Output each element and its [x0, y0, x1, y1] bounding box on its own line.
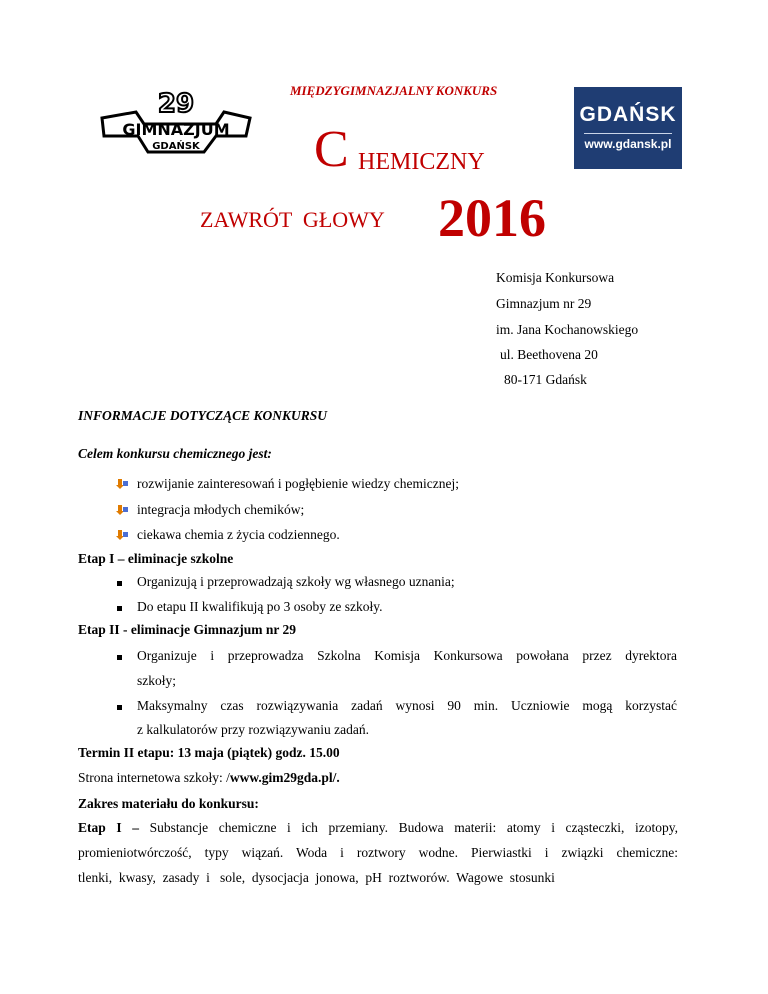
logo-text: GIMNAZJUM	[122, 120, 230, 139]
scope-label: Etap I –	[78, 820, 150, 835]
goal-bullet-icon	[116, 477, 128, 495]
contest-top-line: MIĘDZYGIMNAZJALNY KONKURS	[290, 83, 498, 98]
stage2-item1-line1: Organizuje i przeprowadza Szkolna Komisja Konkursowa powołana przez dyrektora	[137, 648, 677, 663]
scope-heading: Zakres materiału do konkursu:	[78, 796, 259, 811]
title-initial: C	[314, 121, 349, 178]
stage1-item: Do etapu II kwalifikują po 3 osoby ze szkoły.	[137, 599, 383, 614]
gdansk-logo	[574, 87, 682, 169]
scope-line1	[78, 820, 678, 836]
address-line: Gimnazjum nr 29	[496, 296, 592, 311]
address-line: im. Jana Kochanowskiego	[496, 322, 639, 337]
square-bullet-icon	[117, 581, 122, 586]
goal-item: integracja młodych chemików;	[137, 502, 305, 517]
contest-subtitle: ZAWRÓT GŁOWY	[200, 207, 385, 232]
website-prefix: Strona internetowa szkoły: /	[78, 770, 230, 785]
stage2-item2-line2: z kalkulatorów przy rozwiązywaniu zadań.	[137, 722, 370, 737]
website-line	[78, 770, 340, 786]
gdansk-logo-url: www.gdansk.pl	[584, 137, 672, 151]
square-bullet-icon	[117, 606, 122, 611]
scope-line2: promieniotwórczość, typy wiązań. Woda i roztwory wodne. Pierwiastki i związki chemiczne:	[78, 845, 678, 860]
website-link[interactable]: www.gim29gda.pl/.	[229, 770, 340, 785]
logo-city: GDAŃSK	[152, 141, 200, 152]
stage1-item: Organizują i przeprowadzają szkoły wg własnego uznania;	[137, 574, 455, 589]
address-line: Komisja Konkursowa	[496, 270, 615, 285]
title-rest: HEMICZNY	[358, 149, 485, 175]
square-bullet-icon	[117, 655, 122, 660]
scope-text: Substancje chemiczne i ich przemiany. Budowa materii: atomy i cząsteczki, izotopy,	[149, 820, 679, 835]
goal-bullet-icon	[116, 528, 128, 546]
address-line: 80-171 Gdańsk	[504, 372, 587, 387]
gdansk-logo-divider	[584, 133, 672, 134]
goal-item: ciekawa chemia z życia codziennego.	[137, 527, 340, 542]
term-text: Termin II etapu: 13 maja (piątek) godz. 15.00	[78, 745, 340, 760]
info-heading: INFORMACJE DOTYCZĄCE KONKURSU	[78, 408, 328, 423]
gimnazjum-29-logo	[96, 90, 256, 160]
scope-line3: tlenki, kwasy, zasady i sole, dysocjacja jonowa, pH roztworów. Wagowe stosunki	[78, 870, 555, 885]
square-bullet-icon	[117, 705, 122, 710]
contest-year: 2016	[438, 188, 546, 248]
stage1-heading: Etap I – eliminacje szkolne	[78, 551, 234, 566]
gdansk-logo-title: GDAŃSK	[579, 103, 677, 126]
stage2-heading: Etap II - eliminacje Gimnazjum nr 29	[78, 622, 296, 637]
address-line: ul. Beethovena 20	[500, 347, 598, 362]
logo-number: 29	[157, 90, 195, 119]
goal-bullet-icon	[116, 503, 128, 521]
stage2-item1-line2: szkoły;	[137, 673, 176, 688]
goal-item: rozwijanie zainteresowań i pogłębienie wiedzy chemicznej;	[137, 476, 459, 491]
stage2-item2-line1: Maksymalny czas rozwiązywania zadań wynosi 90 min. Uczniowie mogą korzystać	[137, 698, 677, 713]
goals-heading: Celem konkursu chemicznego jest:	[78, 446, 272, 461]
